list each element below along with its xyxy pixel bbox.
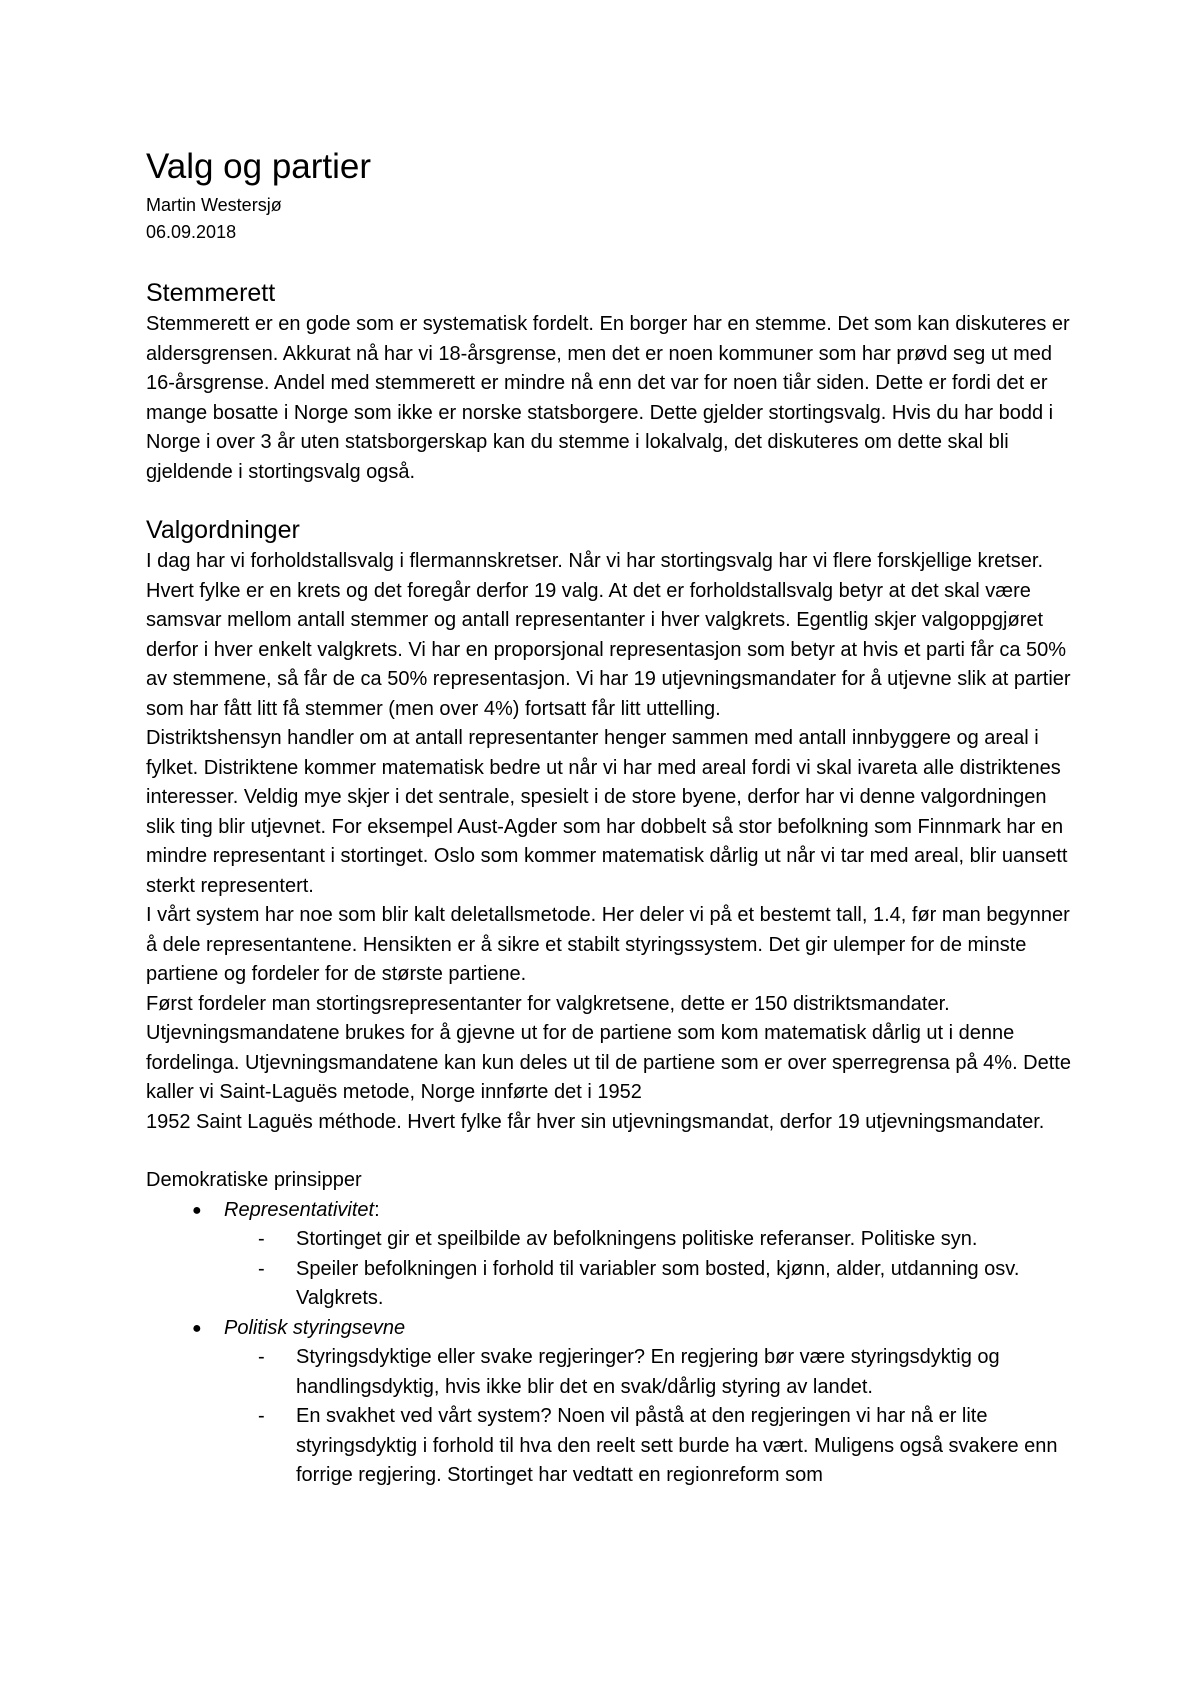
document-author: Martin Westersjø: [146, 195, 282, 215]
sublist-item-text: En svakhet ved vårt system? Noen vil påstå at den regjeringen vi har nå er lite styringsdyktig i forhold til hva den reelt sett burde ha vært. Muligens også svakere enn forrige regjering. Stortinget har vedtatt en regionreform som: [296, 1405, 1058, 1486]
list-item-politisk-styringsevne: [186, 1314, 1076, 1491]
document-date: 06.09.2018: [146, 222, 237, 242]
dash-icon: -: [258, 1346, 265, 1368]
list-item: [258, 1343, 1076, 1402]
list-item: [258, 1402, 1076, 1491]
document-body: [146, 142, 1076, 1491]
label-demokratiske-prinsipper: Demokratiske prinsipper: [146, 1169, 362, 1191]
paragraph-valgordninger-4: Først fordeler man stortingsrepresentanter for valgkretsene, dette er 150 distriktsmandater. Utjevningsmandatene brukes for å gjevne ut for de partiene som kom matematisk dårlig ut i denne fordelinga. Utjevningsmandatene kan kun deles ut til de partiene som er over sperregrensa på 4%. Dette kaller vi Saint-Laguës metode, Norge innførte det i 1952: [146, 992, 1071, 1103]
sublist-representativitet: [224, 1225, 1076, 1314]
principle-title-politisk-styringsevne: Politisk styringsevne: [224, 1316, 406, 1339]
paragraph-valgordninger-1: I dag har vi forholdstallsvalg i flermannskretser. Når vi har stortingsvalg har vi flere forskjellige kretser. Hvert fylke er en krets og det foregår derfor 19 valg. At det er forholdstallsvalg betyr at det skal være samsvar mellom antall stemmer og antall representanter i hver valgkrets. Egentlig skjer valgoppgjøret derfor i hver enkelt valgkrets. Vi har en proporsjonal representasjon som betyr at hvis et parti får ca 50% av stemmene, så får de ca 50% representasjon. Vi har 19 utjevningsmandater for å utjevne slik at partier som har fått litt få stemmer (men over 4%) fortsatt får litt uttelling.: [146, 550, 1071, 720]
paragraph-valgordninger-5: 1952 Saint Laguës méthode. Hvert fylke får hver sin utjevningsmandat, derfor 19 utjevningsmandater.: [146, 1110, 1045, 1133]
sublist-politisk-styringsevne: [224, 1343, 1076, 1491]
sublist-item-text: Stortinget gir et speilbilde av befolkningens politiske referanser. Politiske syn.: [296, 1228, 978, 1250]
principle-title-representativitet: Representativitet: [224, 1198, 375, 1221]
list-item: [258, 1255, 1076, 1314]
bullet-icon: ●: [192, 1319, 202, 1337]
list-item: [258, 1225, 1076, 1255]
bullet-icon: ●: [192, 1201, 202, 1219]
paragraph-valgordninger-3: I vårt system har noe som blir kalt deletallsmetode. Her deler vi på et bestemt tall, 1.4, før man begynner å dele representantene. Hensikten er å sikre et stabilt styringssystem. Det gir ulemper for de minste partiene og fordeler for de største partiene.: [146, 904, 1070, 985]
sublist-item-text: Styringsdyktige eller svake regjeringer? En regjering bør være styringsdyktig og handlingsdyktig, hvis ikke blir det en svak/dårlig styring av landet.: [296, 1346, 1000, 1398]
paragraph-stemmerett: Stemmerett er en gode som er systematisk fordelt. En borger har en stemme. Det som kan diskuteres er aldersgrensen. Akkurat nå har vi 18-årsgrense, men det er noen kommuner som har prøvd seg ut med 16-årsgrense. Andel med stemmerett er mindre nå enn det var for noen tiår siden. Dette er fordi det er mange bosatte i Norge som ikke er norske statsborgere. Dette gjelder stortingsvalg. Hvis du har bodd i Norge i over 3 år uten statsborgerskap kan du stemme i lokalvalg, det diskuteres om dette skal bli gjeldende i stortingsvalg også.: [146, 313, 1070, 483]
heading-valgordninger: Valgordninger: [146, 516, 300, 544]
principle-title-suffix: :: [374, 1198, 380, 1221]
document-title: Valg og partier: [146, 147, 372, 186]
dash-icon: -: [258, 1257, 265, 1280]
list-item-representativitet: [186, 1196, 1076, 1314]
dash-icon: -: [258, 1228, 265, 1250]
heading-stemmerett: Stemmerett: [146, 279, 276, 307]
paragraph-valgordninger-2: Distriktshensyn handler om at antall representanter henger sammen med antall innbyggere og areal i fylket. Distriktene kommer matematisk bedre ut når vi har med areal fordi vi skal ivareta alle distriktenes interesser. Veldig mye skjer i det sentrale, spesielt i de store byene, derfor har vi denne valgordningen slik ting blir utjevnet. For eksempel Aust-Agder som har dobbelt så stor befolkning som Finnmark har en mindre representant i stortinget. Oslo som kommer matematisk dårlig ut når vi tar med areal, blir uansett sterkt representert.: [146, 727, 1068, 897]
principles-list: [146, 1196, 1076, 1491]
sublist-item-text: Speiler befolkningen i forhold til variabler som bosted, kjønn, alder, utdanning osv. Valgkrets.: [296, 1257, 1020, 1309]
dash-icon: -: [258, 1405, 265, 1427]
